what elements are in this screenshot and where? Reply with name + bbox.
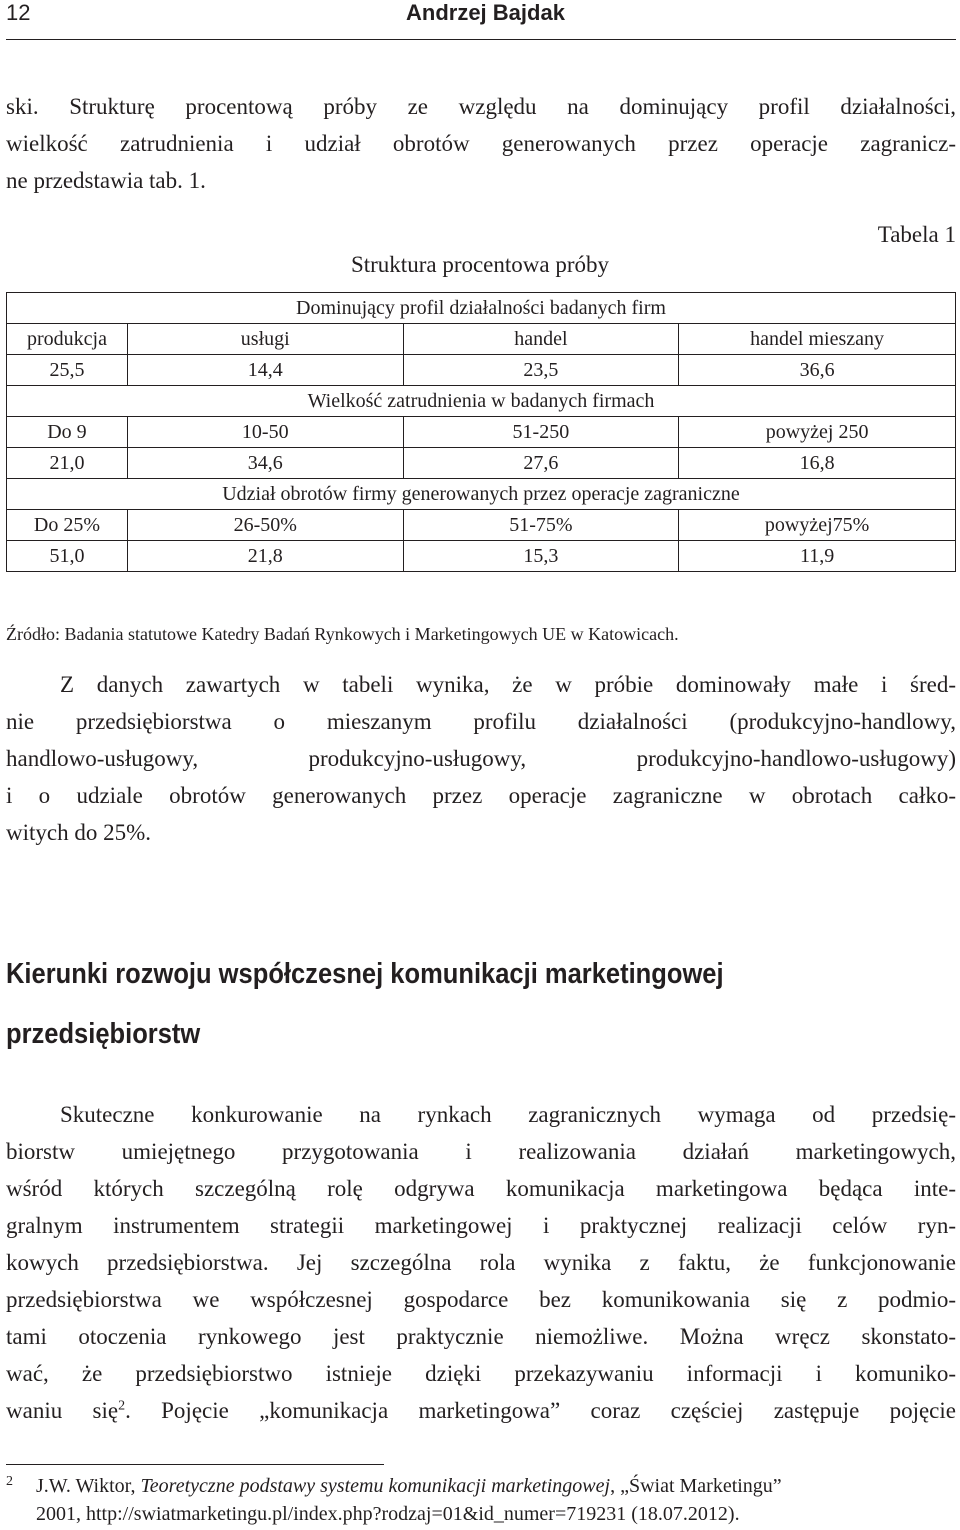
section-heading-line: Kierunki rozwoju współczesnej komunikacji marketingowej	[6, 958, 724, 990]
table-section-header: Udział obrotów firmy generowanych przez operacje zagraniczne	[7, 479, 956, 510]
table-cell: 27,6	[403, 448, 679, 479]
text-line: nie przedsiębiorstwa o mieszanym profilu działalności (produkcyjno-handlowy,	[6, 709, 956, 734]
text-line: i o udziale obrotów generowanych przez operacje zagraniczne w obrotach całko-	[6, 783, 956, 808]
table-cell: 25,5	[7, 355, 128, 386]
table-cell: handel	[403, 324, 679, 355]
text-line: Skuteczne konkurowanie na rynkach zagranicznych wymaga od przedsię-	[60, 1102, 956, 1127]
table-cell: 51,0	[7, 541, 128, 572]
table-cell: 26-50%	[127, 510, 403, 541]
text-line: wielkość zatrudnienia i udział obrotów generowanych przez operacje zagranicz-	[6, 131, 956, 156]
results-paragraph	[6, 666, 956, 851]
text-line: wśród których szczególną rolę odgrywa komunikacja marketingowa będąca inte-	[6, 1176, 956, 1201]
table-row	[7, 510, 956, 541]
table-section-header-row	[7, 479, 956, 510]
header-rule	[6, 39, 956, 40]
table-section-header: Dominujący profil działalności badanych firm	[7, 293, 956, 324]
table-cell: 51-75%	[403, 510, 679, 541]
running-head-author: Andrzej Bajdak	[406, 0, 565, 25]
table-section-header-row	[7, 293, 956, 324]
footnote-number: 2	[6, 1474, 13, 1489]
text-line	[6, 1392, 956, 1429]
section-heading	[6, 944, 842, 1064]
text-line: handlowo-usługowy, produkcyjno-usługowy, produkcyjno-handlowo-usługowy)	[6, 746, 956, 771]
table-title: Struktura procentowa próby	[350, 252, 610, 277]
text-line: gralnym instrumentem strategii marketingowej i praktycznej realizacji celów ryn-	[6, 1213, 956, 1238]
sample-structure-table	[6, 292, 956, 572]
table-section-header-row	[7, 386, 956, 417]
table-cell: 23,5	[403, 355, 679, 386]
table-row	[7, 417, 956, 448]
text-fragment: . Pojęcie „komunikacja marketingowa” coraz częściej zastępuje pojęcie	[125, 1398, 956, 1423]
text-line: tami otoczenia rynkowego jest praktycznie niemożliwe. Można wręcz skonstato-	[6, 1324, 956, 1349]
table-label: Tabela 1	[877, 222, 956, 247]
footnote-line	[36, 1472, 956, 1500]
intro-paragraph	[6, 88, 956, 199]
table-cell: produkcja	[7, 324, 128, 355]
table-cell: handel mieszany	[679, 324, 956, 355]
text-line: ne przedstawia tab. 1.	[6, 168, 206, 193]
table-row	[7, 324, 956, 355]
table-cell: Do 9	[7, 417, 128, 448]
table-cell: 11,9	[679, 541, 956, 572]
footnote-body	[36, 1472, 956, 1528]
table-cell: 14,4	[127, 355, 403, 386]
text-line: kowych przedsiębiorstwa. Jej szczególna rola wynika z faktu, że funkcjonowanie	[6, 1250, 956, 1275]
table-cell: 36,6	[679, 355, 956, 386]
footnote-title: Teoretyczne podstawy systemu komunikacji marketingowej	[140, 1475, 611, 1497]
table-cell: 15,3	[403, 541, 679, 572]
text-line: wać, że przedsiębiorstwo istnieje dzięki przekazywaniu informacji i komuniko-	[6, 1361, 956, 1386]
footnote-line: 2001, http://swiatmarketingu.pl/index.php?rodzaj=01&id_numer=719231 (18.07.2012).	[36, 1503, 740, 1525]
table-cell: 21,0	[7, 448, 128, 479]
footnote-rule	[6, 1464, 384, 1465]
footnote-reference[interactable]: 2	[118, 1398, 126, 1414]
running-header	[6, 0, 956, 40]
table-cell: powyżej75%	[679, 510, 956, 541]
table-row	[7, 448, 956, 479]
section-heading-line: przedsiębiorstw	[6, 1018, 201, 1050]
table-cell: 16,8	[679, 448, 956, 479]
text-line: biorstw umiejętnego przygotowania i realizowania działań marketingowych,	[6, 1139, 956, 1164]
table-cell: powyżej 250	[679, 417, 956, 448]
table-source-note: Źródło: Badania statutowe Katedry Badań Rynkowych i Marketingowych UE w Katowicach.	[6, 624, 679, 644]
table-row	[7, 355, 956, 386]
table-row	[7, 541, 956, 572]
page-number: 12	[6, 0, 31, 25]
text-line: ski. Strukturę procentową próby ze względu na dominujący profil działalności,	[6, 94, 956, 119]
table-cell: 34,6	[127, 448, 403, 479]
table-cell: 51-250	[403, 417, 679, 448]
body-paragraph	[6, 1096, 956, 1429]
text-fragment: waniu się	[6, 1398, 119, 1423]
table-cell: Do 25%	[7, 510, 128, 541]
table-cell: usługi	[127, 324, 403, 355]
footnote-journal: , „Świat Marketingu”	[610, 1475, 782, 1497]
footnote-author: J.W. Wiktor,	[36, 1475, 141, 1497]
table-section-header: Wielkość zatrudnienia w badanych firmach	[7, 386, 956, 417]
text-line: Z danych zawartych w tabeli wynika, że w próbie dominowały małe i śred-	[60, 672, 956, 697]
text-line: witych do 25%.	[6, 820, 152, 845]
table-cell: 21,8	[127, 541, 403, 572]
table-cell: 10-50	[127, 417, 403, 448]
text-line: przedsiębiorstwa we współczesnej gospodarce bez komunikowania się z podmio-	[6, 1287, 956, 1312]
